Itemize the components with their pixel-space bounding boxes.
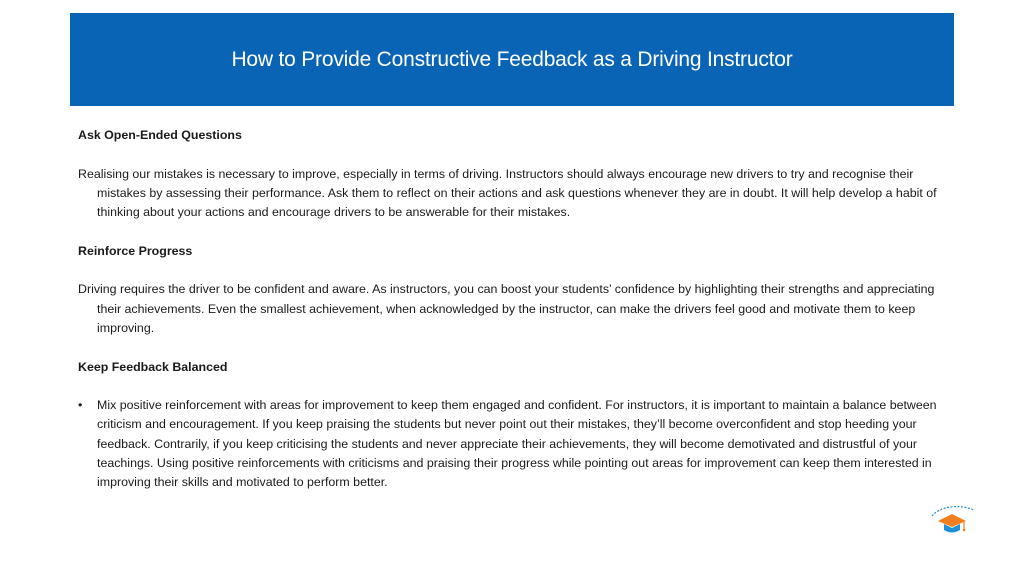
page-title: How to Provide Constructive Feedback as a Driving Instructor — [231, 47, 793, 71]
section-heading: Keep Feedback Balanced — [78, 359, 228, 374]
bullet-item — [78, 396, 950, 492]
bullet-text: Mix positive reinforcement with areas for improvement to keep them engaged and confident. For instructors, it is important to maintain a balance between criticism and encouragement. If you keep praising the students but never point out their mistakes, they’ll become overconfident and stop heeding your feedback. Contrarily, if you keep criticising the students and never appreciate their achievements, they will become demotivated and distrustful of your teachings. Using positive reinforcements with criticisms and praising their progress while pointing out areas for improvement can keep them interested in improving their skills and motivated to perform better. — [97, 398, 937, 490]
section-heading: Reinforce Progress — [78, 243, 193, 258]
section-paragraph: Realising our mistakes is necessary to improve, especially in terms of driving. Instructors should always encourage new drivers to try and recognise their mistakes by assessing their performance. Ask them to reflect on their actions and ask questions whenever they are in doubt. It will help develop a habit of thinking about your actions and encourage drivers to be answerable for their mistakes. — [78, 166, 937, 220]
graduation-cap-icon — [926, 502, 978, 538]
bullet-icon: • — [78, 398, 83, 413]
title-banner — [70, 13, 954, 106]
section-paragraph: Driving requires the driver to be confident and aware. As instructors, you can boost your students’ confidence by highlighting their strengths and appreciating their achievements. Even the smallest achievement, when acknowledged by the instructor, can make the drivers feel good and motivate them to keep improving. — [78, 282, 935, 335]
academy-logo — [926, 502, 978, 538]
section-heading: Ask Open-Ended Questions — [78, 128, 242, 142]
document-body — [78, 126, 950, 493]
